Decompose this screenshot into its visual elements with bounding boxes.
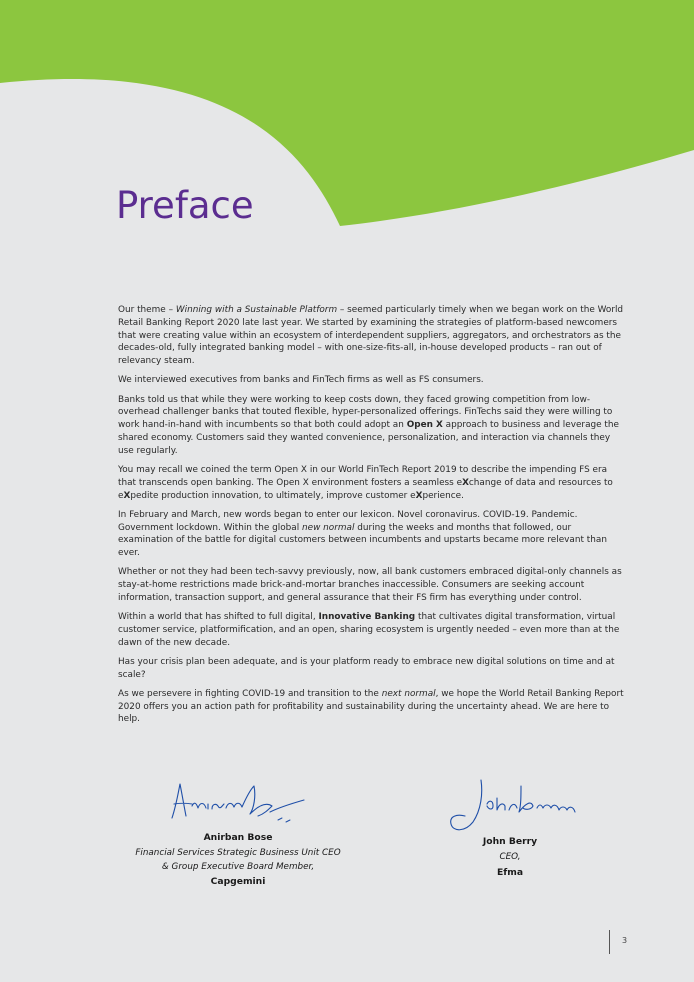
preface-body bbox=[118, 304, 624, 733]
bold-text: X bbox=[462, 477, 469, 488]
signatory-organization: Capgemini bbox=[210, 876, 266, 888]
italic-text: next normal bbox=[381, 688, 436, 699]
text-run: Whether or not they had been tech-savvy previously, now, all bank customers embraced digital-only channels as stay-at-home restrictions made brick-and-mortar branches inaccessible. Consumers are seeking account information, transaction support, and general assurance that their FS firm has everything under control. bbox=[118, 567, 622, 603]
bold-text: X bbox=[415, 490, 423, 501]
text-run: – seemed particularly timely when we began work on the World Retail Banking Report 2020 late last year. We started by examining the strategies of platform-based newcomers that were creating value within an ecosystem of interdependent suppliers, aggregators, and orchestrators as the decades-old, fully integrated banking model – with one-size-fits-all, in-house developed products – ran out of relevancy steam. bbox=[118, 305, 624, 367]
signatory-left bbox=[128, 776, 348, 887]
text-run: In February and March, new words began to enter our lexicon. Novel coronavirus. COVID-19. Pandemic. Government lockdown. Within the global bbox=[118, 509, 578, 533]
bold-text: Open X bbox=[406, 420, 443, 431]
signatory-title: CEO, bbox=[499, 852, 521, 862]
italic-text: new normal bbox=[302, 522, 355, 533]
paragraph bbox=[118, 374, 624, 387]
bold-text: X bbox=[123, 490, 131, 501]
text-run: Our theme – bbox=[118, 305, 176, 315]
paragraph bbox=[118, 304, 624, 368]
paragraph bbox=[118, 688, 624, 726]
text-run: change of data and resources to e bbox=[118, 477, 613, 501]
paragraph bbox=[118, 656, 624, 682]
page-number-divider bbox=[609, 930, 610, 954]
john-berry-signature bbox=[435, 776, 585, 832]
text-run: perience. bbox=[422, 490, 464, 501]
text-run: , we hope the World Retail Banking Report 2020 offers you an action path for profitability and sustainability during the uncertainty ahead. We are here to help. bbox=[118, 688, 624, 725]
paragraph bbox=[118, 464, 624, 502]
italic-text: Winning with a Sustainable Platform bbox=[175, 305, 338, 315]
signatory-organization: Efma bbox=[496, 866, 524, 878]
text-run: approach to business and leverage the shared economy. Customers said they wanted convenience, personalization, and interaction via channels they use regularly. bbox=[118, 420, 619, 456]
signatory-title bbox=[128, 847, 348, 874]
paragraph bbox=[118, 509, 624, 560]
signatory-title-line: & Group Executive Board Member, bbox=[161, 861, 315, 872]
signatory-name: John Berry bbox=[482, 836, 538, 847]
page-number: 3 bbox=[622, 936, 628, 945]
text-run: pedite production innovation, to ultimately, improve customer e bbox=[130, 490, 416, 501]
anirban-bose-signature bbox=[158, 776, 318, 828]
text-run: We interviewed executives from banks and FinTech firms as well as FS consumers. bbox=[118, 375, 484, 386]
signatory-title-line: Financial Services Strategic Business Unit CEO bbox=[135, 848, 341, 858]
text-run: that cultivates digital transformation, virtual customer service, platformification, and an open, sharing ecosystem is urgently needed – even more than at the dawn of the new decade. bbox=[118, 612, 620, 648]
text-run: during the weeks and months that followed, our examination of the battle for digital customers between incumbents and upstarts became more relevant than ever. bbox=[118, 522, 607, 559]
text-run: As we persevere in fighting COVID-19 and transition to the bbox=[118, 688, 382, 699]
text-run: Banks told us that while they were working to keep costs down, they faced growing competition from low-overhead challenger banks that touted flexible, hyper-personalized offerings. FinTechs said they were willing to work hand-in-hand with incumbents so that both could adopt an bbox=[118, 394, 613, 431]
text-run: Within a world that has shifted to full digital, bbox=[118, 612, 319, 623]
page-title: Preface bbox=[116, 184, 254, 227]
text-run: Has your crisis plan been adequate, and is your platform ready to embrace new digital solutions on time and at scale? bbox=[118, 656, 615, 680]
signatory-right bbox=[430, 776, 590, 878]
paragraph bbox=[118, 394, 624, 458]
signatory-name: Anirban Bose bbox=[203, 832, 273, 843]
text-run: You may recall we coined the term Open X in our World FinTech Report 2019 to describe the impending FS era that transcends open banking. The Open X environment fosters a seamless e bbox=[118, 464, 608, 488]
paragraph bbox=[118, 566, 624, 604]
bold-text: Innovative Banking bbox=[318, 612, 416, 623]
paragraph bbox=[118, 611, 624, 649]
